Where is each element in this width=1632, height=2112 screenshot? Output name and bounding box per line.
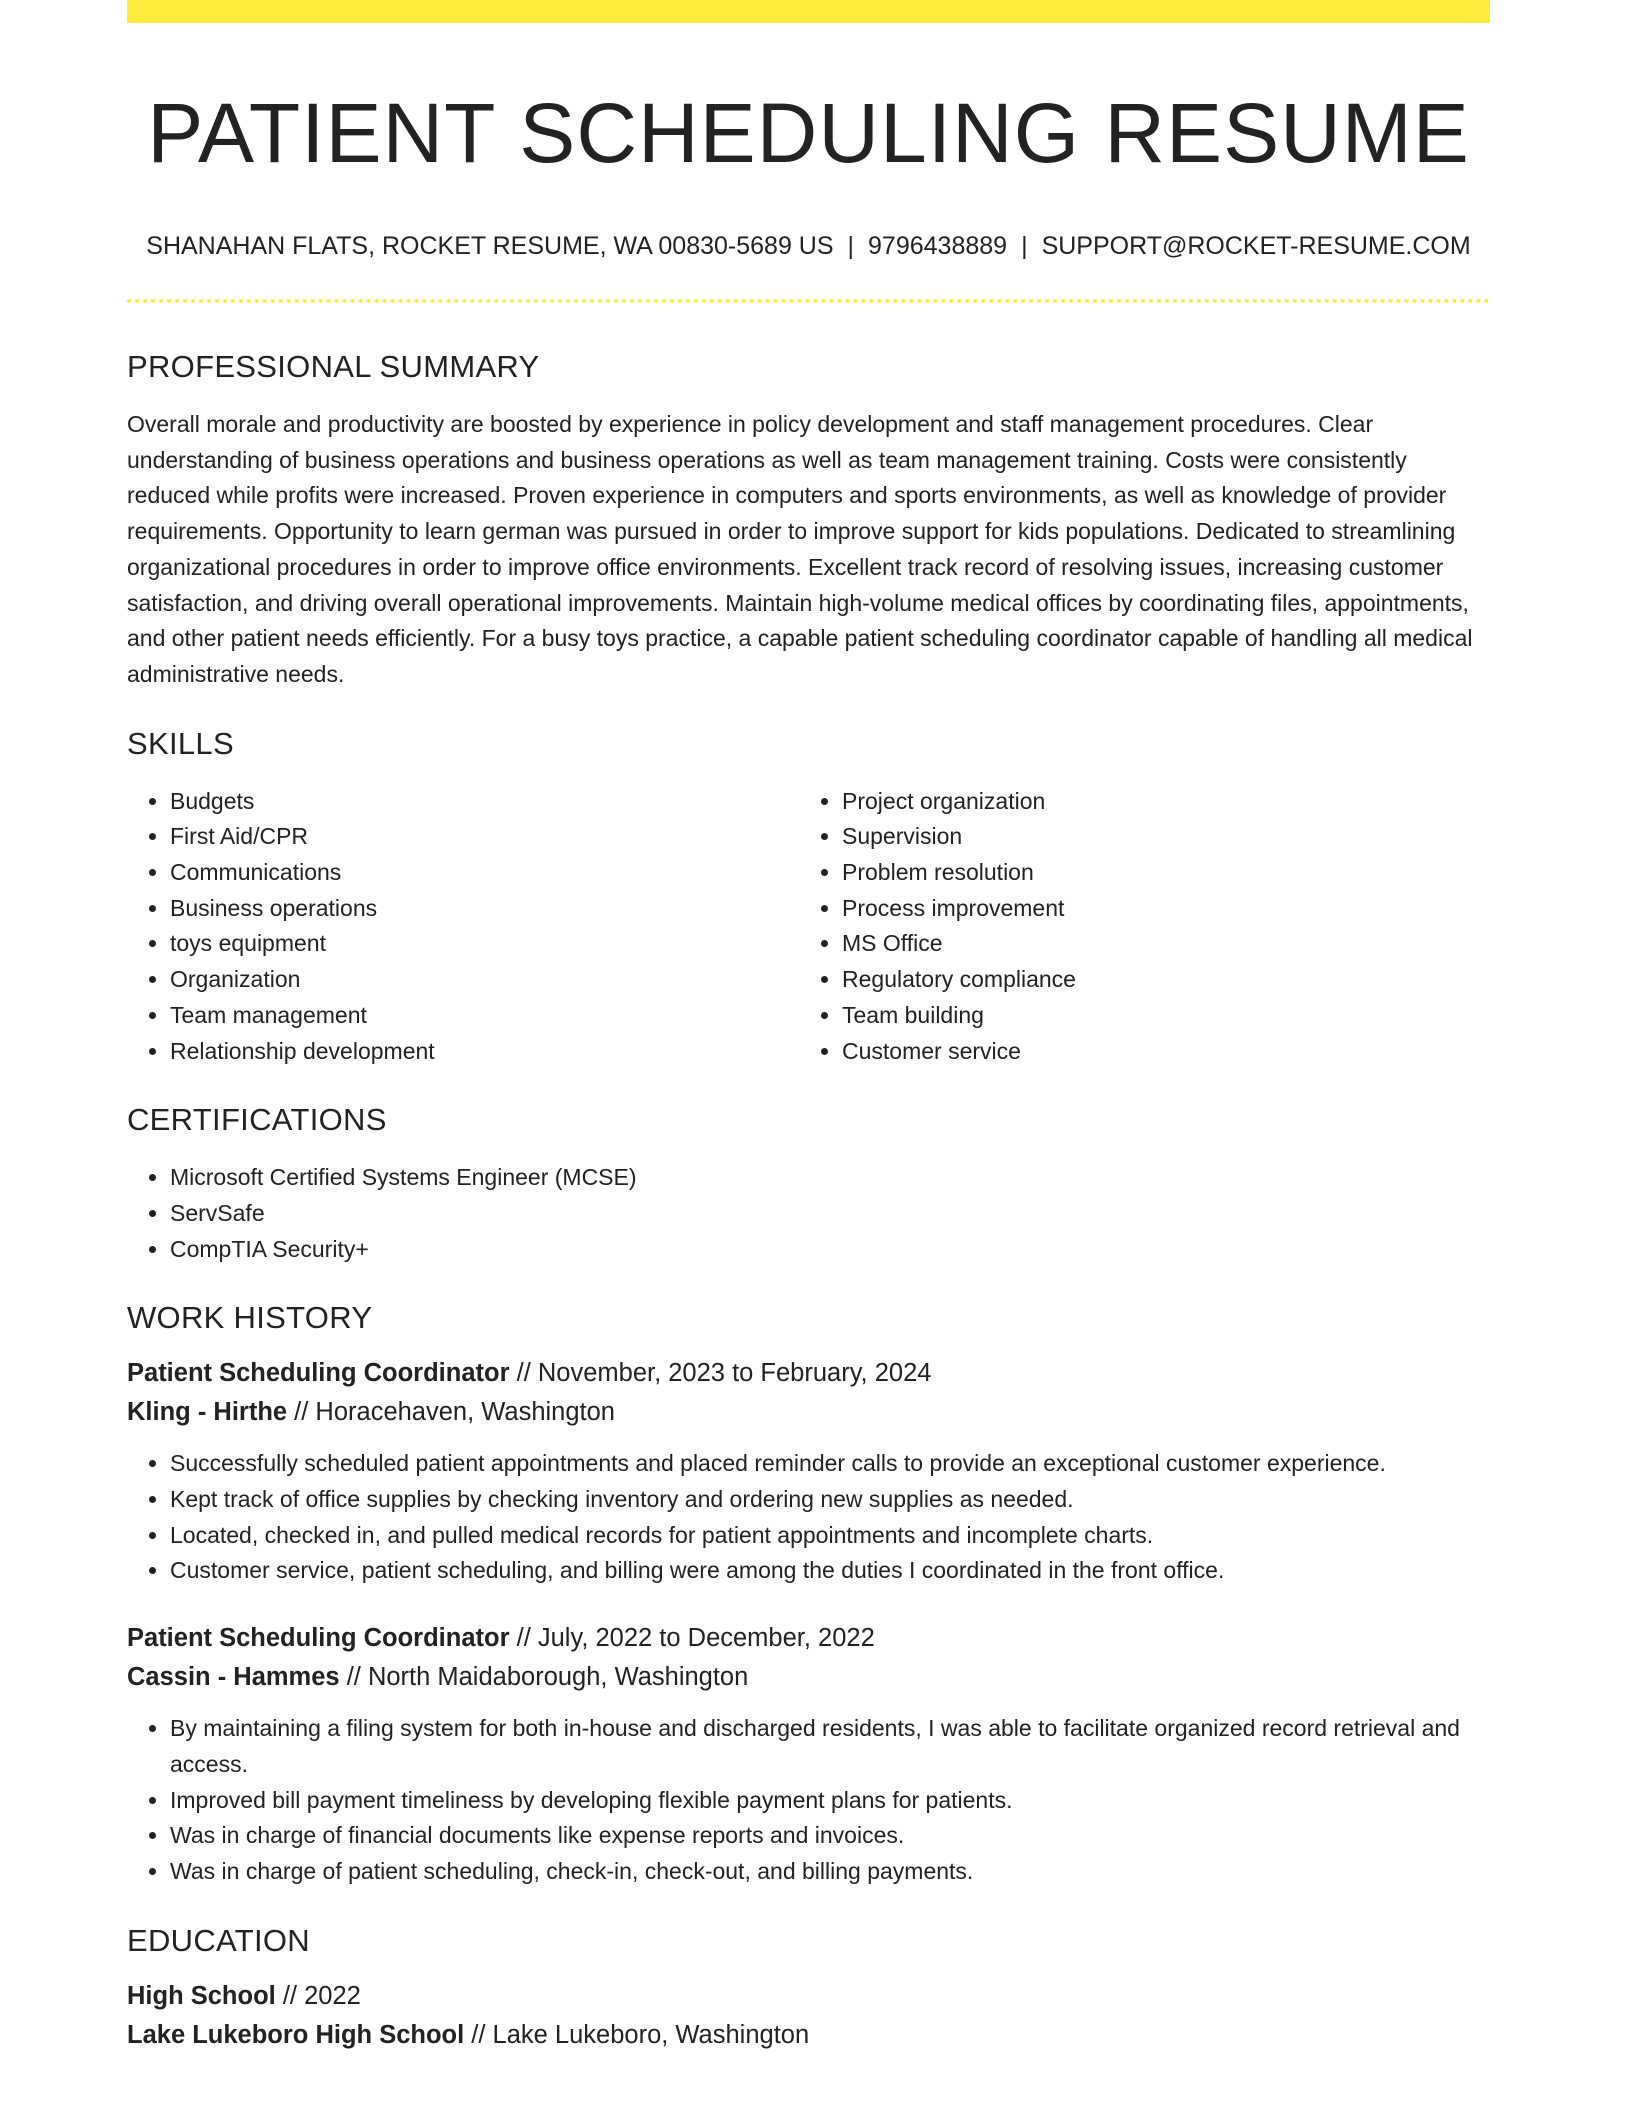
certifications-heading: CERTIFICATIONS <box>127 1102 387 1138</box>
job-entry <box>127 1619 1490 1890</box>
job-company-line <box>127 1658 1490 1697</box>
job-title: Patient Scheduling Coordinator <box>127 1359 510 1388</box>
job-dates: // July, 2022 to December, 2022 <box>516 1624 875 1653</box>
top-accent-bar <box>127 0 1490 23</box>
work-history-section <box>127 1298 1490 1889</box>
summary-text: Overall morale and productivity are boosted by experience in policy development and staff management procedures. Clear understanding of business operations and business operations as well as team management training. Costs were consistently reduced while profits were increased. Proven experience in computers and sports environments, as well as knowledge of provider requirements. Opportunity to learn german was pursued in order to improve support for kids populations. Dedicated to streamlining organizational procedures in order to improve office environments. Excellent track record of resolving issues, increasing customer satisfaction, and driving overall operational improvements. Maintain high-volume medical offices by coordinating files, appointments, and other patient needs efficiently. For a busy toys practice, a capable patient scheduling coordinator capable of handling all medical administrative needs. <box>127 411 1473 687</box>
education-location: // Lake Lukeboro, Washington <box>471 2020 810 2049</box>
certification-item: • Microsoft Certified Systems Engineer (MCSE) <box>170 1160 1490 1196</box>
job-duty: • Was in charge of financial documents like expense reports and invoices. <box>170 1818 1490 1854</box>
job-title-line <box>127 1354 1490 1393</box>
contact-phone: 9796438889 <box>868 232 1008 260</box>
job-duty: • By maintaining a filing system for both in-house and discharged residents, I was able to facilitate organized record retrieval and access. <box>170 1711 1490 1782</box>
education-school: Lake Lukeboro High School <box>127 2020 465 2049</box>
job-duty: • Improved bill payment timeliness by developing flexible payment plans for patients. <box>170 1783 1490 1819</box>
skill-item: • Supervision <box>842 819 1471 855</box>
certification-item: • CompTIA Security+ <box>170 1232 1490 1268</box>
education-heading: EDUCATION <box>127 1922 310 1958</box>
job-duties-list <box>127 1711 1490 1890</box>
skills-right-list <box>799 784 1471 1070</box>
resume-title: PATIENT SCHEDULING RESUME <box>147 86 1470 180</box>
skill-item: • Problem resolution <box>842 855 1471 891</box>
certifications-list <box>127 1160 1490 1267</box>
contact-separator: | <box>1021 232 1028 260</box>
skills-grid <box>127 784 1490 1070</box>
job-duty: • Kept track of office supplies by checking inventory and ordering new supplies as needed. <box>170 1482 1490 1518</box>
skill-item: • Team management <box>170 998 799 1034</box>
job-duty: • Located, checked in, and pulled medical records for patient appointments and incomplete charts. <box>170 1518 1490 1554</box>
job-company-line <box>127 1393 1490 1432</box>
education-section <box>127 1921 1490 2055</box>
skills-section <box>127 724 1490 1070</box>
skill-item: • Organization <box>170 962 799 998</box>
skills-heading: SKILLS <box>127 725 234 761</box>
contact-email: SUPPORT@ROCKET-RESUME.COM <box>1041 232 1471 260</box>
summary-section <box>127 347 1490 693</box>
skill-item: • Process improvement <box>842 891 1471 927</box>
skill-item: • Customer service <box>842 1034 1471 1070</box>
job-title: Patient Scheduling Coordinator <box>127 1624 510 1653</box>
skill-item: • Team building <box>842 998 1471 1034</box>
job-location: // Horacehaven, Washington <box>294 1398 615 1427</box>
job-entry <box>127 1354 1490 1589</box>
certification-item: • ServSafe <box>170 1196 1490 1232</box>
job-title-line <box>127 1619 1490 1658</box>
job-duty: • Was in charge of patient scheduling, check-in, check-out, and billing payments. <box>170 1854 1490 1890</box>
job-company: Kling - Hirthe <box>127 1398 288 1427</box>
education-school-line <box>127 2016 1490 2055</box>
job-duties-list <box>127 1446 1490 1589</box>
job-company: Cassin - Hammes <box>127 1663 340 1692</box>
job-duty: • Successfully scheduled patient appointments and placed reminder calls to provide an exceptional customer experience. <box>170 1446 1490 1482</box>
skill-item: • MS Office <box>842 926 1471 962</box>
contact-separator: | <box>847 232 855 260</box>
skill-item: • Project organization <box>842 784 1471 820</box>
skill-item: • Regulatory compliance <box>842 962 1471 998</box>
dotted-divider <box>127 299 1490 303</box>
education-degree-line <box>127 1977 1490 2016</box>
education-degree: High School <box>127 1981 276 2010</box>
job-duty: • Customer service, patient scheduling, and billing were among the duties I coordinated in the front office. <box>170 1553 1490 1589</box>
skill-item: • First Aid/CPR <box>170 819 799 855</box>
certifications-section <box>127 1100 1490 1267</box>
job-dates: // November, 2023 to February, 2024 <box>516 1359 932 1388</box>
skill-item: • toys equipment <box>170 926 799 962</box>
skill-item: • Budgets <box>170 784 799 820</box>
skill-item: • Relationship development <box>170 1034 799 1070</box>
summary-heading: PROFESSIONAL SUMMARY <box>127 349 540 384</box>
skill-item: • Business operations <box>170 891 799 927</box>
skills-left-list <box>127 784 799 1070</box>
skill-item: • Communications <box>170 855 799 891</box>
education-year: // 2022 <box>282 1981 361 2010</box>
job-location: // North Maidaborough, Washington <box>346 1663 749 1692</box>
contact-line <box>127 229 1490 263</box>
resume-page <box>127 0 1490 2055</box>
contact-address: SHANAHAN FLATS, ROCKET RESUME, WA 00830-5689 US <box>146 232 834 260</box>
work-history-heading: WORK HISTORY <box>127 1300 373 1336</box>
